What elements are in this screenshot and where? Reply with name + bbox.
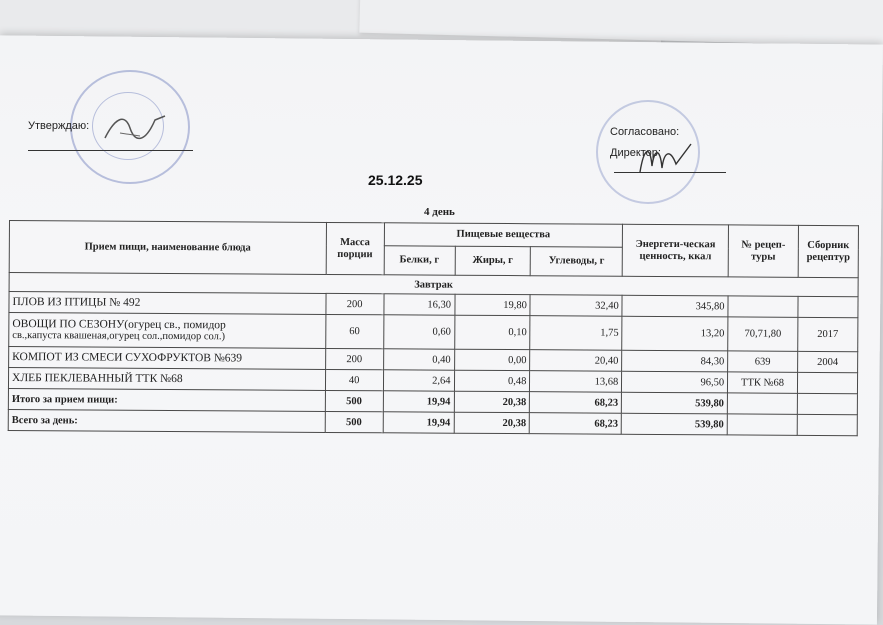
section-breakfast: Завтрак bbox=[9, 273, 858, 297]
dish-name: КОМПОТ ИЗ СМЕСИ СУХОФРУКТОВ №639 bbox=[9, 347, 326, 370]
meal-total-collection bbox=[797, 393, 857, 414]
meal-total-label: Итого за прием пищи: bbox=[8, 388, 325, 411]
proteins-cell: 2,64 bbox=[383, 370, 454, 391]
carbs-cell: 32,40 bbox=[530, 295, 622, 317]
recipe-cell: ТТК №68 bbox=[728, 372, 798, 393]
fats-cell: 0,48 bbox=[454, 370, 530, 391]
menu-table bbox=[8, 220, 859, 436]
dish-name: ПЛОВ ИЗ ПТИЦЫ № 492 bbox=[9, 292, 326, 315]
header-carbs: Углеводы, г bbox=[531, 247, 623, 277]
proteins-cell: 16,30 bbox=[384, 294, 455, 315]
header-meal: Прием пищи, наименование блюда bbox=[9, 221, 326, 275]
day-total-collection bbox=[797, 414, 857, 435]
mass-cell: 200 bbox=[326, 293, 384, 314]
dish-name: ХЛЕБ ПЕКЛЕВАННЫЙ ТТК №68 bbox=[8, 368, 325, 391]
header-nutrients: Пищевые вещества bbox=[384, 223, 623, 247]
header-fats: Жиры, г bbox=[455, 246, 531, 275]
header-mass: Масса порции bbox=[326, 222, 384, 274]
approve-label: Утверждаю: bbox=[28, 120, 90, 132]
fats-cell: 0,10 bbox=[454, 315, 530, 349]
day-total-mass: 500 bbox=[325, 411, 383, 432]
day-total-proteins: 19,94 bbox=[383, 412, 454, 433]
energy-cell: 345,80 bbox=[622, 295, 728, 317]
meal-total-energy: 539,80 bbox=[622, 392, 728, 414]
signature-left-icon bbox=[100, 108, 170, 148]
mass-cell: 40 bbox=[325, 369, 383, 390]
meal-total-mass: 500 bbox=[325, 390, 383, 411]
energy-cell: 96,50 bbox=[622, 371, 728, 393]
director-label: Директор: bbox=[610, 147, 661, 159]
table-row bbox=[9, 313, 858, 352]
agree-label: Согласовано: bbox=[610, 126, 680, 138]
signature-right-icon bbox=[636, 138, 696, 178]
recipe-cell: 70,71,80 bbox=[728, 317, 798, 351]
mass-cell: 60 bbox=[325, 314, 383, 348]
fats-cell: 19,80 bbox=[454, 294, 530, 315]
header-proteins: Белки, г bbox=[384, 246, 455, 275]
dish-name bbox=[9, 313, 326, 349]
meal-total-carbs: 68,23 bbox=[530, 392, 622, 414]
day-total-carbs: 68,23 bbox=[530, 413, 622, 435]
recipe-cell: 639 bbox=[728, 351, 798, 372]
dish-name-line-1: ОВОЩИ ПО СЕЗОНУ(огурец св., помидор bbox=[12, 317, 226, 331]
day-total-fats: 20,38 bbox=[454, 412, 530, 433]
dish-name-line-2: св.,капуста квашеная,огурец сол.,помидор сол.) bbox=[12, 329, 226, 342]
energy-cell: 13,20 bbox=[622, 316, 728, 351]
meal-total-recipe bbox=[727, 393, 797, 414]
energy-cell: 84,30 bbox=[622, 350, 728, 372]
collection-cell: 2017 bbox=[798, 317, 858, 351]
collection-cell bbox=[797, 372, 857, 393]
proteins-cell: 0,60 bbox=[383, 315, 454, 349]
day-total-recipe bbox=[727, 414, 797, 435]
header-energy: Энергети-ческая ценность, ккал bbox=[622, 224, 728, 277]
mass-cell: 200 bbox=[325, 348, 383, 369]
meal-total-fats: 20,38 bbox=[454, 391, 530, 412]
day-total-row bbox=[8, 409, 857, 435]
carbs-cell: 20,40 bbox=[530, 350, 622, 372]
collection-cell bbox=[798, 296, 858, 317]
carbs-cell: 13,68 bbox=[530, 371, 622, 393]
header-recipe: № рецеп-туры bbox=[728, 225, 798, 277]
menu-date: 25.12.25 bbox=[368, 172, 423, 188]
header-row-1 bbox=[9, 221, 858, 249]
day-total-label: Всего за день: bbox=[8, 409, 325, 432]
day-title: 4 день bbox=[424, 206, 455, 218]
header-collection: Сборник рецептур bbox=[798, 225, 858, 277]
meal-total-proteins: 19,94 bbox=[383, 391, 454, 412]
approve-signature-line bbox=[28, 150, 193, 151]
collection-cell: 2004 bbox=[798, 351, 858, 372]
proteins-cell: 0,40 bbox=[383, 349, 454, 370]
fats-cell: 0,00 bbox=[454, 349, 530, 370]
recipe-cell bbox=[728, 296, 798, 317]
carbs-cell: 1,75 bbox=[530, 316, 622, 351]
day-total-energy: 539,80 bbox=[621, 413, 727, 435]
